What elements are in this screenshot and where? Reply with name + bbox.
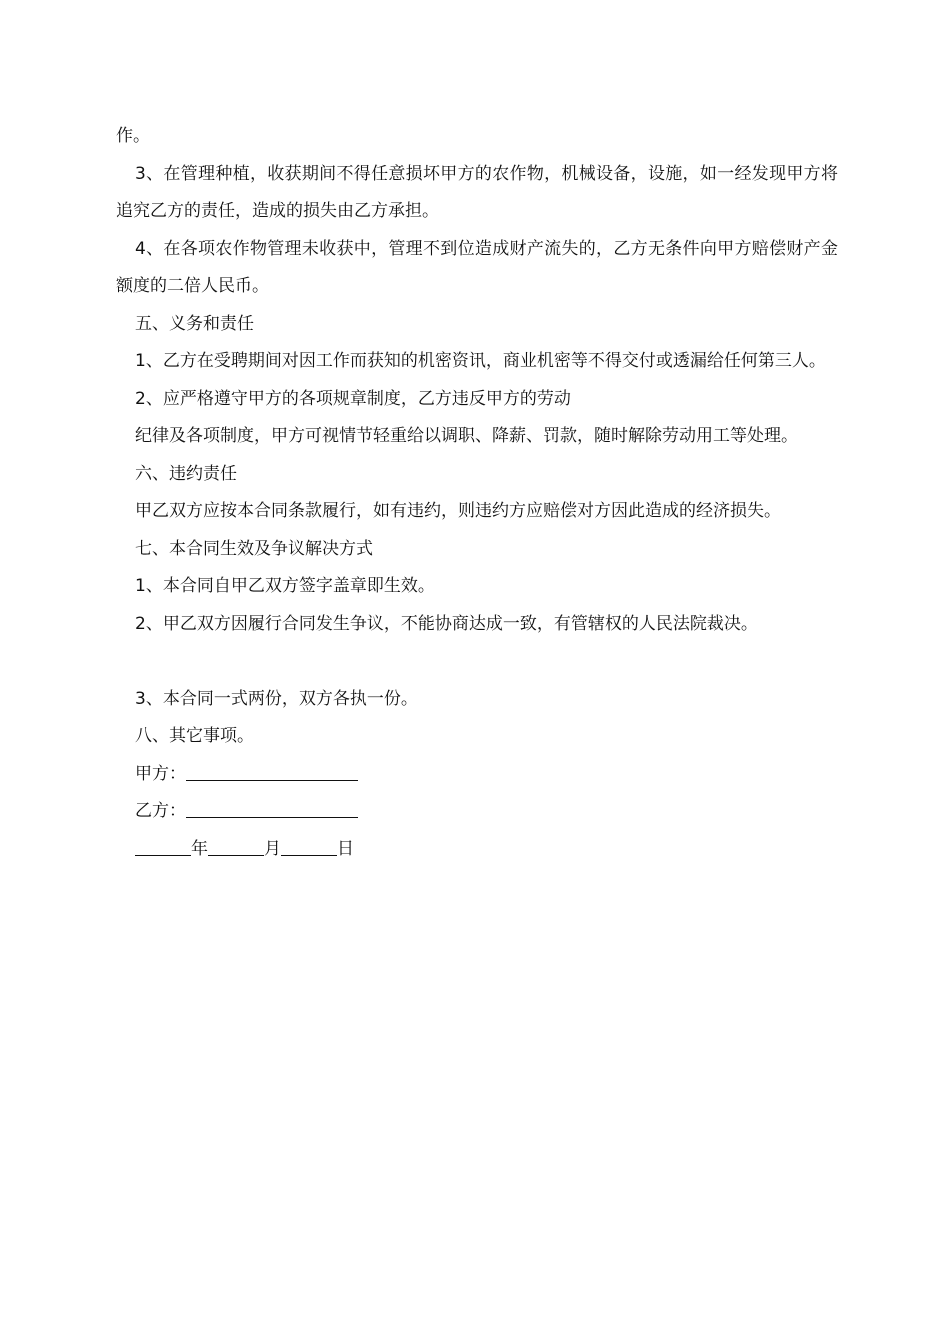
year-label: 年 <box>191 838 208 859</box>
clause-7-3: 3、本合同一式两份，双方各执一份。 <box>135 688 418 709</box>
clause-7-2: 2、甲乙双方因履行合同发生争议，不能协商达成一致，有管辖权的人民法院裁决。 <box>135 613 758 634</box>
day-label: 日 <box>337 838 354 859</box>
party-a-signature-line <box>116 756 838 794</box>
clause-5-2: 2、应严格遵守甲方的各项规章制度，乙方违反甲方的劳动 <box>135 388 571 409</box>
date-line <box>116 831 838 869</box>
paragraph-continuation: 作。 <box>116 126 150 146</box>
section-heading-6: 六、违约责任 <box>135 463 237 484</box>
clause-4-4: 4、在各项农作物管理未收获中，管理不到位造成财产流失的，乙方无条件向甲方赔偿财产金额度的二倍人民币。 <box>116 238 838 296</box>
clause-4-3: 3、在管理种植，收获期间不得任意损坏甲方的农作物，机械设备，设施，如一经发现甲方将追究乙方的责任，造成的损失由乙方承担。 <box>116 163 838 221</box>
section-heading-5: 五、义务和责任 <box>135 313 254 334</box>
clause-5-1: 1、乙方在受聘期间对因工作而获知的机密资讯，商业机密等不得交付或透漏给任何第三人。 <box>135 351 826 371</box>
party-b-label: 乙方： <box>135 801 186 821</box>
year-blank[interactable] <box>135 834 191 856</box>
clause-7-1: 1、本合同自甲乙双方签字盖章即生效。 <box>135 576 435 596</box>
day-blank[interactable] <box>281 834 337 856</box>
party-b-signature-line <box>116 793 838 831</box>
party-b-blank[interactable] <box>186 796 358 818</box>
blank-line <box>116 643 838 681</box>
clause-6-text: 甲乙双方应按本合同条款履行，如有违约，则违约方应赔偿对方因此造成的经济损失。 <box>135 501 781 521</box>
party-a-label: 甲方： <box>135 763 186 784</box>
party-a-blank[interactable] <box>186 759 358 781</box>
contract-body <box>116 118 838 868</box>
section-heading-8: 八、其它事项。 <box>135 726 254 746</box>
month-label: 月 <box>264 838 281 859</box>
section-heading-7: 七、本合同生效及争议解决方式 <box>135 538 373 559</box>
month-blank[interactable] <box>208 834 264 856</box>
clause-5-2-continued: 纪律及各项制度，甲方可视情节轻重给以调职、降薪、罚款，随时解除劳动用工等处理。 <box>135 426 798 446</box>
